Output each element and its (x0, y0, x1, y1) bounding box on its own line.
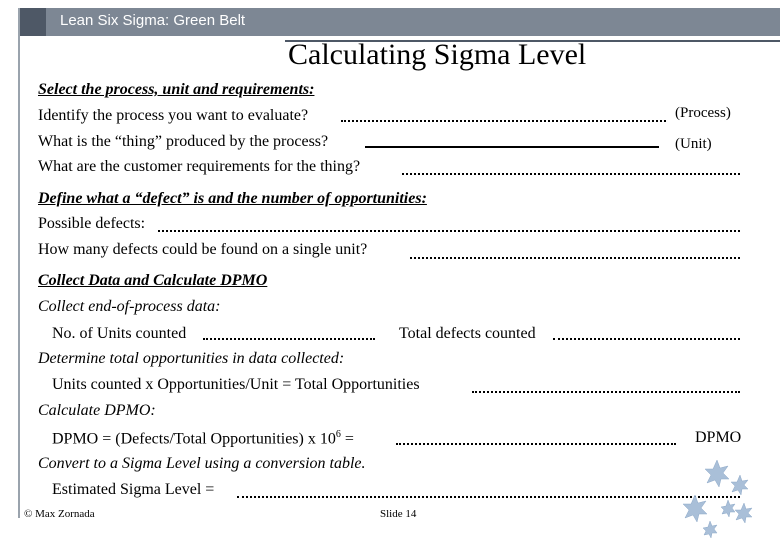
opportunities-formula: Units counted x Opportunities/Unit = Total Opportunities (52, 376, 420, 393)
star-icon (721, 500, 735, 517)
star-icon (731, 475, 748, 495)
collect-data-label: Collect end-of-process data: (38, 298, 221, 315)
question-defects: Possible defects: (38, 215, 146, 232)
decorative-stars-icon (670, 455, 780, 540)
question-requirements: What are the customer requirements for the thing? (38, 158, 361, 175)
blank-defects-counted[interactable] (553, 338, 740, 340)
blank-opportunities[interactable] (410, 257, 740, 259)
blank-requirements[interactable] (402, 173, 740, 175)
course-title: Lean Six Sigma: Green Belt (60, 12, 246, 29)
star-icon (735, 503, 752, 523)
question-opportunities: How many defects could be found on a single unit? (38, 241, 368, 258)
dpmo-formula (52, 429, 354, 448)
determine-label: Determine total opportunities in data collected: (38, 350, 345, 367)
question-process: Identify the process you want to evaluate? (38, 107, 309, 124)
star-icon (705, 460, 729, 487)
blank-total-opportunities[interactable] (472, 391, 740, 393)
blank-dpmo[interactable] (396, 443, 676, 445)
blank-unit[interactable] (365, 146, 659, 148)
section-heading-collect: Collect Data and Calculate DPMO (38, 272, 268, 289)
left-rule (18, 8, 20, 518)
question-unit: What is the “thing” produced by the process? (38, 133, 329, 150)
star-icon (703, 521, 717, 538)
footer-copyright: © Max Zornada (24, 508, 95, 520)
units-counted-label: No. of Units counted (52, 325, 187, 342)
estimated-sigma-label: Estimated Sigma Level = (52, 481, 215, 498)
footer-slide-number: 14 (405, 508, 417, 520)
dpmo-formula-prefix: DPMO = (Defects/Total Opportunities) x 10 (52, 430, 336, 448)
convert-label: Convert to a Sigma Level using a conversion table. (38, 455, 366, 472)
dpmo-exponent: 6 (335, 429, 341, 440)
section-heading-select: Select the process, unit and requirements: (38, 81, 315, 98)
slide-title: Calculating Sigma Level (288, 38, 587, 71)
note-unit: (Unit) (675, 136, 712, 152)
calc-dpmo-label: Calculate DPMO: (38, 402, 156, 419)
dpmo-formula-suffix: = (340, 430, 354, 448)
footer-slide-label: Slide (380, 508, 403, 520)
blank-sigma-level[interactable] (237, 496, 740, 498)
blank-defects[interactable] (158, 230, 740, 232)
defects-counted-label: Total defects counted (399, 325, 536, 342)
footer-slide (380, 508, 416, 520)
note-process: (Process) (675, 105, 731, 121)
dpmo-unit: DPMO (695, 429, 742, 446)
header-square (18, 8, 46, 36)
section-heading-defect: Define what a “defect” is and the number of opportunities: (38, 190, 427, 207)
blank-units-counted[interactable] (203, 338, 375, 340)
star-icon (683, 495, 707, 522)
blank-process[interactable] (341, 120, 666, 122)
